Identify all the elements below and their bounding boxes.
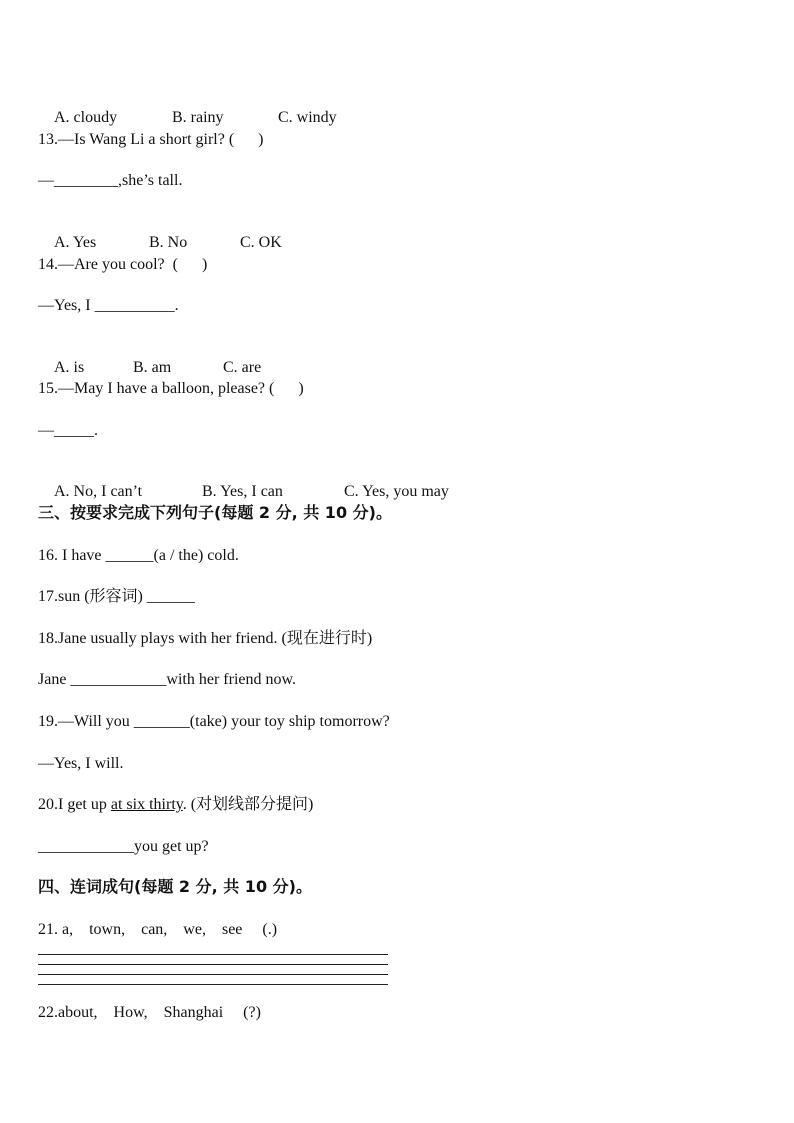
q13-answer: —________,she’s tall. (38, 172, 183, 189)
q21-text: 21. a, town, can, we, see (.) (38, 921, 278, 938)
q14-option-a: A. is (54, 359, 85, 376)
q16-text: 16. I have ______(a / the) cold. (38, 547, 239, 564)
q21-writing-line (38, 984, 388, 985)
q15-answer: —_____. (38, 422, 98, 439)
q18-answer: Jane ____________with her friend now. (38, 671, 297, 688)
q15-option-c: C. Yes, you may (344, 483, 449, 500)
q13-question: 13.—Is Wang Li a short girl? ( ) (38, 131, 264, 148)
section-4-title: 四、连词成句(每题 2 分, 共 10 分)。 (38, 877, 312, 896)
q14-answer: —Yes, I __________. (38, 297, 179, 314)
section-3-title: 三、按要求完成下列句子(每题 2 分, 共 10 分)。 (38, 503, 392, 522)
q13-option-b: B. No (149, 234, 188, 251)
q19-answer: —Yes, I will. (38, 755, 124, 772)
q17-text: 17.sun (形容词) ______ (38, 588, 195, 605)
q21-writing-line (38, 974, 388, 975)
q15-option-a: A. No, I can’t (54, 483, 143, 500)
q21-writing-line (38, 954, 388, 955)
q20-underlined-phrase: at six thirty (110, 796, 183, 813)
q18-text: 18.Jane usually plays with her friend. (现在进行时) (38, 630, 373, 647)
q13-option-c: C. OK (240, 234, 282, 251)
q14-question: 14.—Are you cool? ( ) (38, 256, 208, 273)
q15-question: 15.—May I have a balloon, please? ( ) (38, 380, 304, 397)
q21-writing-line (38, 964, 388, 965)
q13-option-a: A. Yes (54, 234, 97, 251)
q12-option-a: A. cloudy (54, 109, 118, 126)
q15-option-b: B. Yes, I can (202, 483, 283, 500)
q14-option-b: B. am (133, 359, 172, 376)
q12-option-b: B. rainy (172, 109, 224, 126)
q20-answer: ____________you get up? (38, 838, 209, 855)
q22-text: 22.about, How, Shanghai (?) (38, 1004, 261, 1021)
q12-option-c: C. windy (278, 109, 337, 126)
q20-prefix: 20.I get up (38, 796, 111, 813)
q19-text: 19.—Will you _______(take) your toy ship tomorrow? (38, 713, 390, 730)
q14-option-c: C. are (223, 359, 262, 376)
q20-suffix: . (对划线部分提问) (182, 796, 314, 813)
q20-text (38, 795, 313, 815)
